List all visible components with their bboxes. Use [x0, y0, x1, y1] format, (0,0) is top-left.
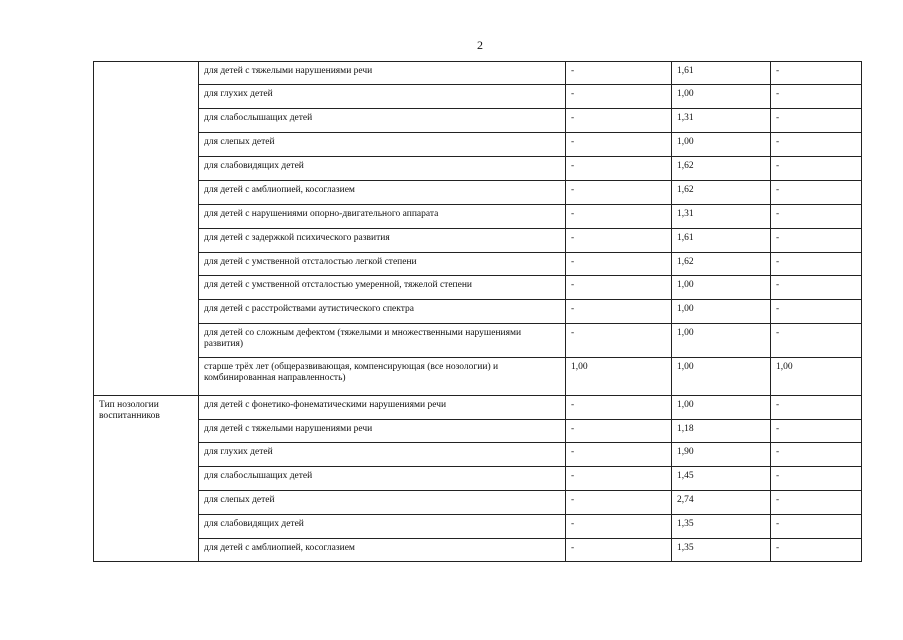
table-row — [94, 85, 862, 109]
category-label: для слабослышащих детей — [199, 467, 566, 491]
coefficient-value-3: - — [771, 85, 862, 109]
coefficient-value-1: - — [566, 85, 672, 109]
coefficient-value-3: - — [771, 109, 862, 133]
coefficient-table — [93, 61, 862, 562]
category-label: для слепых детей — [199, 491, 566, 515]
coefficient-value-3: - — [771, 420, 862, 443]
coefficient-value-1: - — [566, 276, 672, 300]
table-row — [94, 62, 862, 85]
table-row — [94, 467, 862, 491]
category-label: для глухих детей — [199, 85, 566, 109]
table-row — [94, 157, 862, 181]
category-label: для детей с умственной отсталостью легкой степени — [199, 253, 566, 276]
coefficient-value-2: 1,00 — [672, 300, 771, 324]
table-row — [94, 443, 862, 467]
table-row — [94, 229, 862, 253]
table-row — [94, 181, 862, 205]
category-label: для детей с тяжелыми нарушениями речи — [199, 62, 566, 85]
coefficient-value-1: 1,00 — [566, 358, 672, 396]
category-label: для детей с расстройствами аутистического спектра — [199, 300, 566, 324]
nosology-group-cell: Тип нозологии воспитанников — [94, 396, 199, 562]
coefficient-value-1: - — [566, 539, 672, 562]
table-row — [94, 539, 862, 562]
coefficient-value-1: - — [566, 157, 672, 181]
coefficient-value-2: 1,62 — [672, 181, 771, 205]
coefficient-value-2: 1,62 — [672, 253, 771, 276]
coefficient-value-3: - — [771, 253, 862, 276]
category-label: для детей с амблиопией, косоглазием — [199, 539, 566, 562]
category-label: для детей с фонетико-фонематическими нарушениями речи — [199, 396, 566, 420]
coefficient-value-1: - — [566, 396, 672, 420]
coefficient-value-2: 1,31 — [672, 109, 771, 133]
category-label: старше трёх лет (общеразвивающая, компенсирующая (все нозологии) и комбинированная направленность) — [199, 358, 566, 396]
coefficient-value-2: 1,61 — [672, 62, 771, 85]
coefficient-value-3: - — [771, 205, 862, 229]
coefficient-value-2: 2,74 — [672, 491, 771, 515]
category-label: для детей с амблиопией, косоглазием — [199, 181, 566, 205]
coefficient-value-1: - — [566, 229, 672, 253]
coefficient-value-2: 1,61 — [672, 229, 771, 253]
coefficient-value-2: 1,00 — [672, 358, 771, 396]
table-row — [94, 276, 862, 300]
coefficient-value-1: - — [566, 515, 672, 539]
table-row — [94, 396, 862, 420]
category-label: для детей с нарушениями опорно-двигательного аппарата — [199, 205, 566, 229]
coefficient-value-1: - — [566, 205, 672, 229]
table-row — [94, 324, 862, 358]
table-row — [94, 253, 862, 276]
coefficient-value-3: - — [771, 157, 862, 181]
coefficient-value-1: - — [566, 420, 672, 443]
page-number: 2 — [477, 38, 483, 52]
coefficient-value-3: - — [771, 324, 862, 358]
coefficient-value-1: - — [566, 181, 672, 205]
table-row — [94, 420, 862, 443]
table-row — [94, 109, 862, 133]
coefficient-value-1: - — [566, 253, 672, 276]
coefficient-value-2: 1,35 — [672, 515, 771, 539]
coefficient-value-3: - — [771, 62, 862, 85]
table-row — [94, 491, 862, 515]
coefficient-value-1: - — [566, 443, 672, 467]
coefficient-value-2: 1,18 — [672, 420, 771, 443]
coefficient-value-3: - — [771, 181, 862, 205]
coefficient-value-2: 1,31 — [672, 205, 771, 229]
table-row — [94, 515, 862, 539]
coefficient-value-1: - — [566, 62, 672, 85]
table-row — [94, 300, 862, 324]
category-label: для детей с задержкой психического развития — [199, 229, 566, 253]
category-label: для слабослышащих детей — [199, 109, 566, 133]
coefficient-value-3: - — [771, 539, 862, 562]
coefficient-value-2: 1,00 — [672, 324, 771, 358]
category-label: для слепых детей — [199, 133, 566, 157]
coefficient-value-3: - — [771, 229, 862, 253]
coefficient-value-2: 1,90 — [672, 443, 771, 467]
coefficient-value-3: - — [771, 133, 862, 157]
nosology-group-cell — [94, 62, 199, 396]
category-label: для слабовидящих детей — [199, 515, 566, 539]
category-label: для глухих детей — [199, 443, 566, 467]
coefficient-value-2: 1,45 — [672, 467, 771, 491]
coefficient-value-1: - — [566, 324, 672, 358]
coefficient-value-3: - — [771, 276, 862, 300]
coefficient-value-2: 1,00 — [672, 133, 771, 157]
coefficient-value-1: - — [566, 491, 672, 515]
coefficient-value-2: 1,00 — [672, 396, 771, 420]
coefficient-value-2: 1,35 — [672, 539, 771, 562]
coefficient-value-3: 1,00 — [771, 358, 862, 396]
category-label: для детей со сложным дефектом (тяжелыми и множественными нарушениями развития) — [199, 324, 566, 358]
table-body — [94, 62, 862, 562]
category-label: для детей с умственной отсталостью умеренной, тяжелой степени — [199, 276, 566, 300]
coefficient-value-1: - — [566, 133, 672, 157]
category-label: для детей с тяжелыми нарушениями речи — [199, 420, 566, 443]
table-row — [94, 205, 862, 229]
coefficient-value-2: 1,00 — [672, 276, 771, 300]
coefficient-value-3: - — [771, 467, 862, 491]
coefficient-value-3: - — [771, 491, 862, 515]
table-row — [94, 358, 862, 396]
coefficient-value-2: 1,62 — [672, 157, 771, 181]
coefficient-value-1: - — [566, 109, 672, 133]
coefficient-value-3: - — [771, 515, 862, 539]
coefficient-value-3: - — [771, 396, 862, 420]
table-row — [94, 133, 862, 157]
category-label: для слабовидящих детей — [199, 157, 566, 181]
coefficient-value-1: - — [566, 467, 672, 491]
coefficient-value-3: - — [771, 443, 862, 467]
coefficient-value-1: - — [566, 300, 672, 324]
coefficient-value-2: 1,00 — [672, 85, 771, 109]
coefficient-value-3: - — [771, 300, 862, 324]
